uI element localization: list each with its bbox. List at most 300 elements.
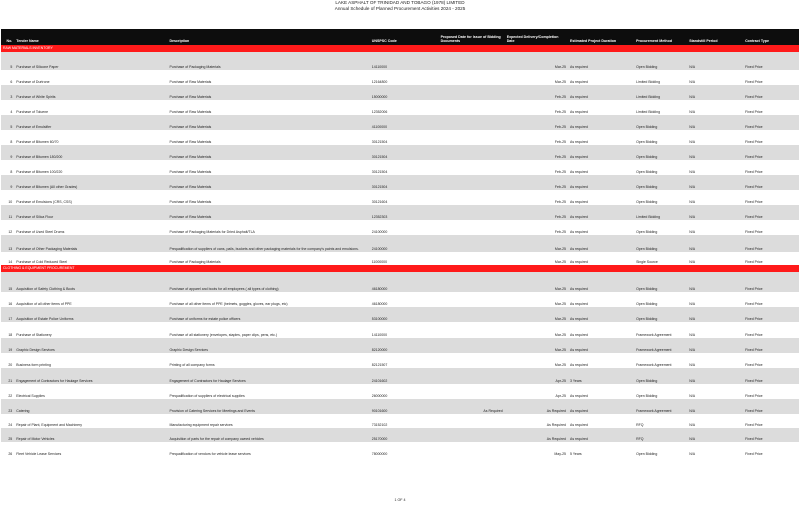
delivery-date-cell: Apr-25 [555,378,566,383]
procurement-method-cell: Open Bidding [636,316,658,321]
delivery-date-cell: Feb-25 [554,184,566,189]
description-cell: Purchase of all stationery (envelopes, staples, paper clips, pens, etc.) [169,332,278,337]
description-cell: Provision of Catering Services for Meetings and Events [169,408,256,413]
issue-date-cell [439,174,505,175]
duration-cell: As required [570,316,588,321]
delivery-date-cell: Mar-25 [554,79,566,84]
issue-date-cell: As Required [483,408,503,413]
unspsc-code-cell: 24101602 [371,378,388,383]
issue-date-cell [439,234,505,235]
header-description: Description [169,38,190,43]
contract-type-cell: Fixed Price [745,246,763,251]
delivery-date-cell: Apr-25 [555,393,566,398]
unspsc-code-cell: 30121504 [371,169,388,174]
delivery-date-cell: Feb-25 [554,94,566,99]
delivery-date-cell: Feb-25 [554,229,566,234]
unspsc-code-cell: 14110000 [371,64,388,69]
tender-name-cell: Purchase of Emulsifier [16,124,52,129]
standstill-period-cell: N/A [689,214,696,219]
delivery-date-cell: Feb-25 [554,139,566,144]
row-number-cell: 5 [10,64,13,69]
delivery-date-cell: Feb-25 [554,169,566,174]
table-row [1,307,799,322]
table-row [1,368,799,384]
row-number-cell: 6 [10,79,13,84]
row-number-cell: 5 [10,124,13,129]
row-number-cell: 10 [8,199,13,204]
tender-name-cell: Repair of Motor Vehicles [16,436,55,441]
issue-date-cell [439,321,505,322]
tender-name-cell: Fleet Vehicle Lease Services [16,451,62,456]
row-number-cell: 16 [8,301,13,306]
procurement-method-cell: Open Bidding [636,64,658,69]
procurement-method-cell: Open Bidding [636,246,658,251]
unspsc-code-cell: 82120000 [371,347,388,352]
contract-type-cell: Fixed Price [745,436,763,441]
delivery-date-cell: Mar-25 [554,362,566,367]
standstill-period-cell: N/A [689,229,696,234]
issue-date-cell [439,264,505,265]
description-cell: Purchase of Raw Materials [169,184,212,189]
standstill-period-cell: N/A [689,316,696,321]
delivery-date-cell: As Required [546,422,566,427]
description-cell: Purchase of Raw Materials [169,214,212,219]
table-row [1,145,799,160]
section-clothing-equipment: CLOTHING & EQUIPMENT PROCUREMENT [1,265,799,272]
standstill-period-cell: N/A [689,362,696,367]
description-cell: Purchase of Raw Materials [169,109,212,114]
unspsc-code-cell: 15000000 [371,94,388,99]
contract-type-cell: Fixed Price [745,139,763,144]
tender-name-cell: Business form printing [16,362,51,367]
unspsc-code-cell: 12352006 [371,109,388,114]
contract-type-cell: Fixed Price [745,169,763,174]
standstill-period-cell: N/A [689,109,696,114]
company-title: LAKE ASPHALT OF TRINIDAD AND TOBAGO (1978) LIMITED [335,0,465,5]
header-tender-name: Tender Name [16,38,39,43]
contract-type-cell: Fixed Price [745,229,763,234]
duration-cell: As required [570,154,588,159]
unspsc-code-cell: 30121504 [371,139,388,144]
tender-name-cell: Graphic Design Services [16,347,55,352]
row-number-cell: 22 [8,393,13,398]
section-a-rows [1,52,799,265]
contract-type-cell: Fixed Price [745,79,763,84]
row-number-cell: 23 [8,408,13,413]
duration-cell: As required [570,347,588,352]
tender-name-cell: Repair of Plant, Equipment and Machinery [16,422,83,427]
duration-cell: As required [570,393,588,398]
duration-cell: As required [570,246,588,251]
tender-name-cell: Catering [16,408,30,413]
duration-cell: As required [570,301,588,306]
duration-cell: As required [570,199,588,204]
unspsc-code-cell: 82121507 [371,362,388,367]
row-number-cell: 24 [8,422,13,427]
contract-type-cell: Fixed Price [745,124,763,129]
row-number-cell: 9 [10,184,13,189]
duration-cell: As required [570,184,588,189]
table-row [1,52,799,70]
tender-name-cell: Purchase of Durtrone [16,79,50,84]
duration-cell: As required [570,109,588,114]
header-unspsc: UNSPSC Code [371,38,397,43]
tender-name-cell: Purchase of Silica Flour [16,214,54,219]
delivery-date-cell: As Required [546,436,566,441]
contract-type-cell: Fixed Price [745,347,763,352]
issue-date-cell [439,306,505,307]
description-cell: Prequalification of vendors for vehicle lease services [169,451,251,456]
header-contract-type: Contract Type [745,38,769,43]
duration-cell: As required [570,124,588,129]
description-cell: Purchase of Packaging Materials for Dried Asphalt/TLA [169,229,255,234]
delivery-date-cell: Feb-25 [554,214,566,219]
row-number-cell: 20 [8,362,13,367]
standstill-period-cell: N/A [689,286,696,291]
procurement-method-cell: Open Bidding [636,229,658,234]
unspsc-code-cell: 12164800 [371,79,388,84]
duration-cell: As required [570,64,588,69]
table-row [1,220,799,235]
procurement-method-cell: Open Bidding [636,184,658,189]
procurement-method-cell: Open Bidding [636,154,658,159]
issue-date-cell [439,456,505,457]
unspsc-code-cell: 30121504 [371,184,388,189]
issue-date-cell [439,367,505,368]
description-cell: Engagement of Contractors for Haulage Services [169,378,246,383]
duration-cell: As required [570,362,588,367]
header-no: No. [6,38,13,43]
procurement-method-cell: Framework Agreement [636,347,672,352]
procurement-method-cell: Limited Bidding [636,109,661,114]
procurement-method-cell: Framework Agreement [636,332,672,337]
description-cell: Purchase of Raw Materials [169,79,212,84]
description-cell: Purchase of Raw Materials [169,124,212,129]
duration-cell: As required [570,214,588,219]
delivery-date-cell: Mar-25 [554,316,566,321]
header-method: Procurement Method [636,38,673,43]
description-cell: Graphic Design Services [169,347,208,352]
duration-cell: As required [570,422,588,427]
duration-cell: As required [570,332,588,337]
header-delivery-date: Expected Delivery/Completion Date [506,34,559,43]
procurement-method-cell: Open Bidding [636,301,658,306]
row-number-cell: 15 [8,286,13,291]
tender-name-cell: Acquisition of Estate Police Uniforms [16,316,74,321]
contract-type-cell: Fixed Price [745,362,763,367]
standstill-period-cell: N/A [689,393,696,398]
contract-type-cell: Fixed Price [745,109,763,114]
description-cell: Purchase of apparel and boots for all employees ( all types of clothing) [169,286,279,291]
description-cell: Purchase of Raw Materials [169,154,212,159]
standstill-period-cell: N/A [689,94,696,99]
tender-name-cell: Purchase of Bitumen 100/220 [16,169,63,174]
delivery-date-cell: Feb-25 [554,124,566,129]
procurement-table [1,29,799,457]
standstill-period-cell: N/A [689,64,696,69]
row-number-cell: 18 [8,332,13,337]
issue-date-cell [439,84,505,85]
row-number-cell: 8 [10,169,13,174]
tender-name-cell: Purchase of Bitumen 180/200 [16,154,63,159]
table-row [1,428,799,442]
contract-type-cell: Fixed Price [745,199,763,204]
table-row [1,175,799,190]
contract-type-cell: Fixed Price [745,94,763,99]
schedule-title: Annual Schedule of Planned Procurement Activities 2024 - 2025 [334,5,466,11]
row-number-cell: 8 [10,139,13,144]
row-number-cell: 26 [8,451,13,456]
unspsc-code-cell: 12352303 [371,214,388,219]
standstill-period-cell: N/A [689,169,696,174]
delivery-date-cell: Mar-25 [554,64,566,69]
issue-date-cell [439,144,505,145]
row-number-cell: 11 [8,214,13,219]
standstill-period-cell: N/A [689,436,696,441]
table-row [1,292,799,307]
duration-cell: As required [570,169,588,174]
row-number-cell: 13 [8,246,13,251]
row-number-cell: 14 [8,259,13,264]
unspsc-code-cell: 24100000 [371,229,388,234]
issue-date-cell [439,129,505,130]
table-row [1,190,799,205]
procurement-method-cell: RFQ [636,436,644,441]
description-cell: Purchase of uniforms for estate police officers [169,316,241,321]
standstill-period-cell: N/A [689,124,696,129]
procurement-method-cell: Framework Agreement [636,362,672,367]
tender-name-cell: Purchase of Stationery [16,332,52,337]
description-cell: Purchase of Raw Materials [169,199,212,204]
table-row [1,160,799,175]
delivery-date-cell: Feb-25 [554,199,566,204]
standstill-period-cell: N/A [689,408,696,413]
description-cell: Purchase of Packaging Materials [169,64,221,69]
duration-cell: 5 Years [570,451,582,456]
contract-type-cell: Fixed Price [745,408,763,413]
table-row [1,384,799,399]
row-number-cell: 25 [8,436,13,441]
unspsc-code-cell: 11000000 [371,259,388,264]
table-row [1,85,799,100]
standstill-period-cell: N/A [689,378,696,383]
tender-name-cell: Engagement of Contractors for Haulage Services [16,378,93,383]
contract-type-cell: Fixed Price [745,332,763,337]
delivery-date-cell: Mar-25 [554,286,566,291]
procurement-method-cell: Open Bidding [636,199,658,204]
issue-date-cell [439,383,505,384]
unspsc-code-cell: 90101600 [371,408,388,413]
delivery-date-cell: Feb-25 [554,154,566,159]
document-titles [0,0,800,12]
section-raw-materials: RAW MATERIALS INVENTORY [1,45,799,52]
standstill-period-cell: N/A [689,139,696,144]
issue-date-cell [439,291,505,292]
description-cell: Purchase of Raw Materials [169,169,212,174]
table-row [1,442,799,457]
procurement-method-cell: Open Bidding [636,139,658,144]
standstill-period-cell: N/A [689,332,696,337]
table-row [1,235,799,252]
tender-name-cell: Acquisition of all other items of PPE [16,301,72,306]
table-row [1,205,799,220]
tender-name-cell: Purchase of Toluene [16,109,49,114]
procurement-method-cell: RFQ [636,422,644,427]
issue-date-cell [439,114,505,115]
issue-date-cell [439,219,505,220]
contract-type-cell: Fixed Price [745,301,763,306]
issue-date-cell [439,99,505,100]
row-number-cell: 21 [8,378,13,383]
delivery-date-cell: Mar-25 [554,332,566,337]
standstill-period-cell: N/A [689,301,696,306]
duration-cell: As required [570,79,588,84]
unspsc-code-cell: 41100000 [371,124,388,129]
duration-cell: As required [570,94,588,99]
standstill-period-cell: N/A [689,451,696,456]
table-row [1,115,799,130]
table-row [1,338,799,353]
unspsc-code-cell: 73152102 [371,422,388,427]
tender-name-cell: Purchase of Used Steel Drums [16,229,65,234]
issue-date-cell [439,251,505,252]
duration-cell: As required [570,408,588,413]
description-cell: Manufacturing equipment repair services [169,422,233,427]
duration-cell: 3 Years [570,378,582,383]
table-row [1,353,799,368]
unspsc-code-cell: 53100000 [371,316,388,321]
duration-cell: As required [570,259,588,264]
unspsc-code-cell: 24100000 [371,246,388,251]
table-row [1,272,799,292]
unspsc-code-cell: 30121604 [371,199,388,204]
issue-date-cell [439,159,505,160]
delivery-date-cell: Mar-25 [554,347,566,352]
standstill-period-cell: N/A [689,154,696,159]
unspsc-code-cell: 46180000 [371,286,388,291]
procurement-method-cell: Limited Bidding [636,214,661,219]
description-cell: Purchase of Raw Materials [169,139,212,144]
issue-date-cell [439,441,505,442]
standstill-period-cell: N/A [689,184,696,189]
procurement-method-cell: Open Bidding [636,286,658,291]
standstill-period-cell: N/A [689,79,696,84]
procurement-method-cell: Limited Bidding [636,79,661,84]
table-row [1,414,799,428]
contract-type-cell: Fixed Price [745,378,763,383]
tender-name-cell: Purchase of Bitumen (All other Grades) [16,184,78,189]
contract-type-cell: Fixed Price [745,393,763,398]
page-number: 1 OF 4 [394,498,406,502]
description-cell: Prequalification of suppliers of electrical supplies [169,393,245,398]
procurement-method-cell: Open Bidding [636,124,658,129]
delivery-date-cell: Mar-25 [554,259,566,264]
contract-type-cell: Fixed Price [745,422,763,427]
table-row [1,322,799,338]
standstill-period-cell: N/A [689,246,696,251]
unspsc-code-cell: 26000000 [371,393,388,398]
unspsc-code-cell: 14110000 [371,332,388,337]
contract-type-cell: Fixed Price [745,259,763,264]
procurement-method-cell: Open Bidding [636,378,658,383]
issue-date-cell [439,398,505,399]
issue-date-cell [439,352,505,353]
contract-type-cell: Fixed Price [745,154,763,159]
contract-type-cell: Fixed Price [745,286,763,291]
header-issue-date: Proposed Date for Issue of Bidding Documents [440,34,501,43]
table-header [1,29,799,45]
delivery-date-cell: As Required [546,408,566,413]
issue-date-cell [439,189,505,190]
issue-date-cell [439,204,505,205]
contract-type-cell: Fixed Price [745,184,763,189]
table-row [1,70,799,85]
duration-cell: As required [570,139,588,144]
issue-date-cell [439,69,505,70]
procurement-method-cell: Single Source [636,259,658,264]
description-cell: Purchase of Raw Materials [169,94,212,99]
contract-type-cell: Fixed Price [745,214,763,219]
table-row [1,100,799,115]
standstill-period-cell: N/A [689,347,696,352]
tender-name-cell: Acquisition of Safety Clothing & Boots [16,286,76,291]
tender-name-cell: Purchase of Silicone Paper [16,64,59,69]
tender-name-cell: Purchase of White Spirits [16,94,56,99]
description-cell: Purchase of all other items of PPE (helmets, goggles, gloves, ear plugs, etc) [169,301,288,306]
description-cell: Acquisition of parts for the repair of company owned vehicles [169,436,264,441]
header-duration: Estimated Project Duration [570,38,617,43]
tender-name-cell: Electrical Supplies [16,393,45,398]
unspsc-code-cell: 46180000 [371,301,388,306]
table-row [1,130,799,145]
section-b-rows [1,272,799,457]
delivery-date-cell: May-25 [554,451,566,456]
procurement-method-cell: Open Bidding [636,393,658,398]
tender-name-cell: Purchase of Emulsions (CRS, CSS) [16,199,72,204]
table-row [1,252,799,265]
tender-name-cell: Purchase of Cold Reduced Steel [16,259,68,264]
delivery-date-cell: Mar-25 [554,301,566,306]
delivery-date-cell: Feb-25 [554,109,566,114]
description-cell: Prequalification of suppliers of cans, pails, buckets and other packaging materials for the company's paints and emulsions. [169,246,359,251]
standstill-period-cell: N/A [689,259,696,264]
description-cell: Purchase of Packaging Materials [169,259,221,264]
row-number-cell: 12 [8,229,13,234]
description-cell: Printing of all company forms [169,362,215,367]
tender-name-cell: Purchase of Other Packaging Materials [16,246,78,251]
delivery-date-cell: Mar-25 [554,246,566,251]
procurement-method-cell: Limited Bidding [636,94,661,99]
row-number-cell: 4 [10,109,13,114]
procurement-method-cell: Open Bidding [636,451,658,456]
unspsc-code-cell: 30121504 [371,154,388,159]
issue-date-cell [439,427,505,428]
contract-type-cell: Fixed Price [745,64,763,69]
table-row [1,399,799,414]
duration-cell: As required [570,286,588,291]
row-number-cell: 9 [10,154,13,159]
procurement-method-cell: Open Bidding [636,169,658,174]
row-number-cell: 17 [8,316,13,321]
duration-cell: As required [570,436,588,441]
duration-cell: As required [570,229,588,234]
row-number-cell: 19 [8,347,13,352]
unspsc-code-cell: 78000000 [371,451,388,456]
standstill-period-cell: N/A [689,199,696,204]
contract-type-cell: Fixed Price [745,316,763,321]
header-standstill: Standstill Period [689,38,718,43]
contract-type-cell: Fixed Price [745,451,763,456]
